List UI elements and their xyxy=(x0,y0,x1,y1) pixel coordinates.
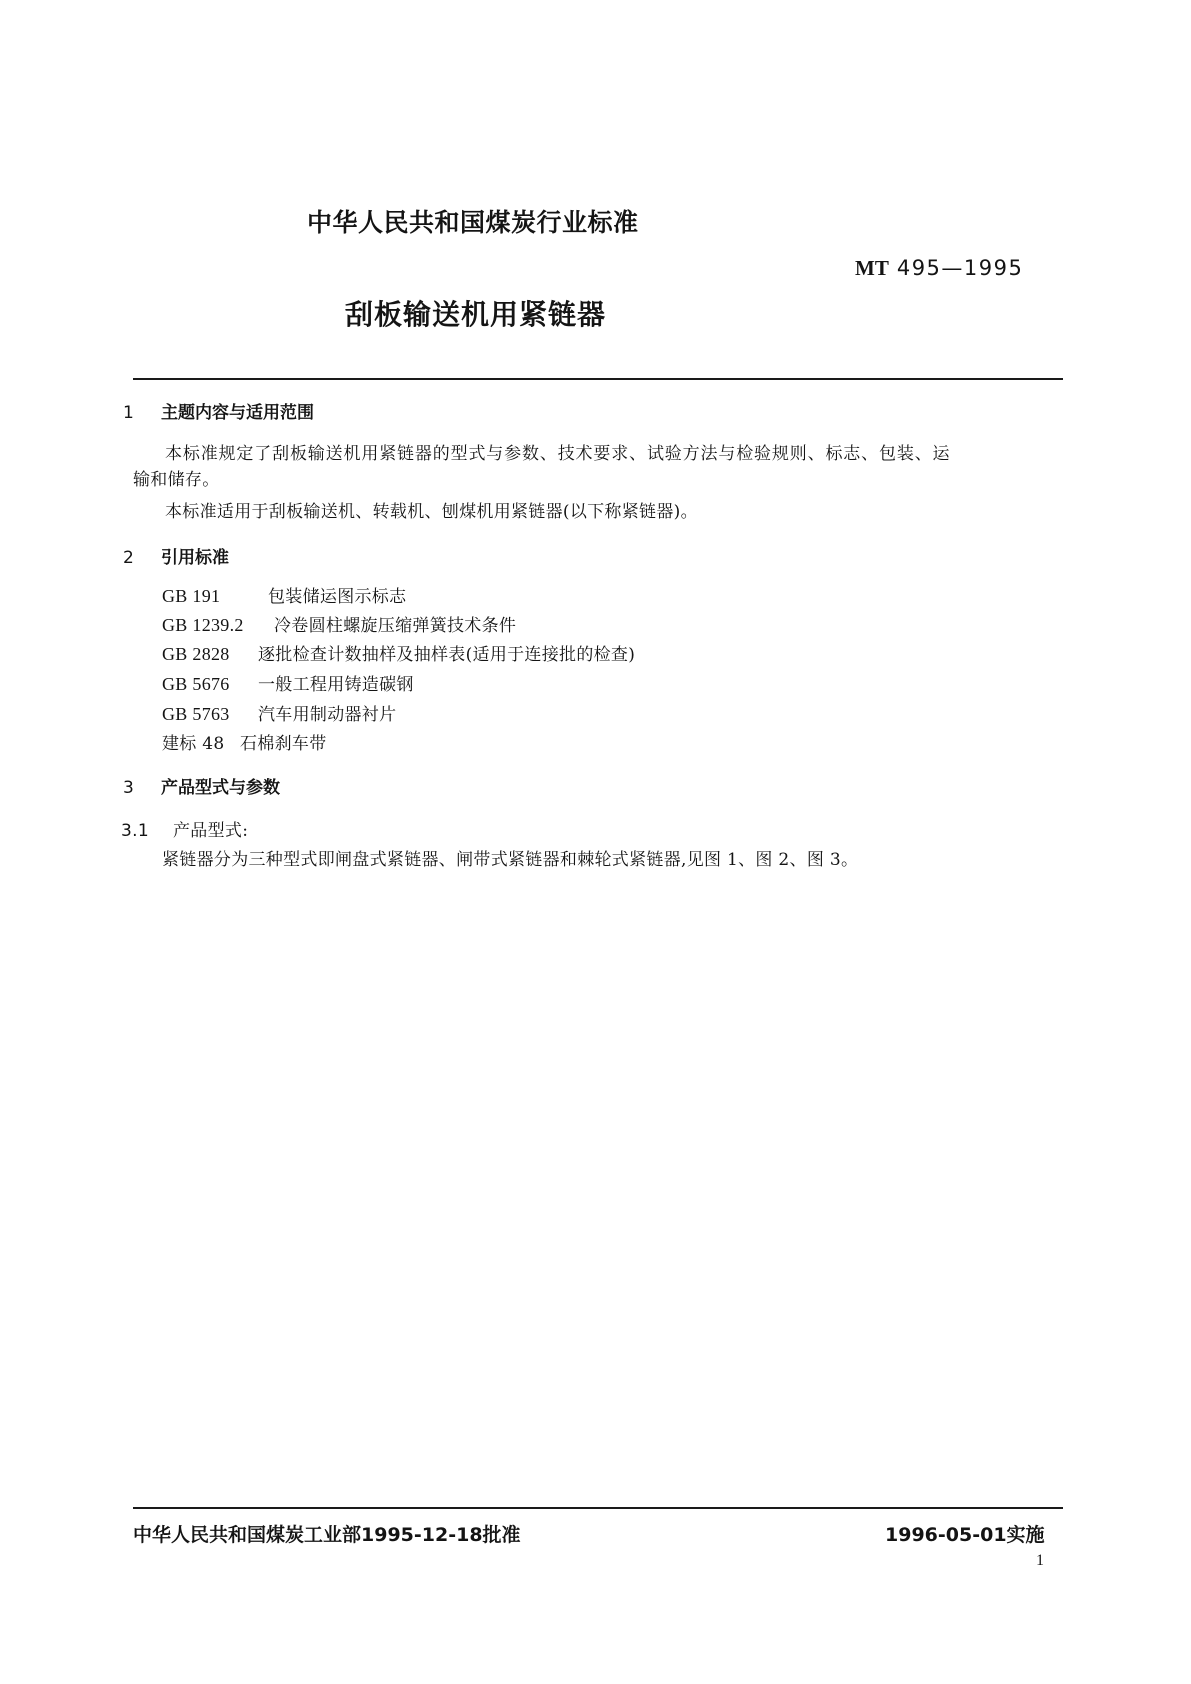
reference-code: 建标 48 xyxy=(162,734,225,754)
standard-number-value: 495—1995 xyxy=(896,256,1024,280)
reference-name: 逐批检查计数抽样及抽样表(适用于连接批的检查) xyxy=(258,645,636,665)
reference-code: GB 191 xyxy=(162,586,221,606)
subsection-3-1-heading xyxy=(121,816,248,841)
section-3-heading xyxy=(123,773,280,798)
reference-code: GB 5763 xyxy=(162,704,230,724)
reference-code: GB 5676 xyxy=(162,674,230,694)
standard-number xyxy=(855,256,1023,281)
section-title: 产品型式与参数 xyxy=(161,778,280,798)
section-number: 1 xyxy=(123,403,134,423)
reference-name: 冷卷圆柱螺旋压缩弹簧技术条件 xyxy=(274,616,517,636)
section-title: 主题内容与适用范围 xyxy=(161,403,314,423)
reference-code: GB 2828 xyxy=(162,644,230,664)
subsection-title: 产品型式: xyxy=(173,821,249,841)
section-1-paragraph-1-continued: 输和储存。 xyxy=(133,470,220,490)
section-1-paragraph-2: 本标准适用于刮板输送机、转载机、刨煤机用紧链器(以下称紧链器)。 xyxy=(165,502,698,522)
footer-divider xyxy=(133,1507,1063,1509)
approval-note: 中华人民共和国煤炭工业部1995-12-18批准 xyxy=(133,1524,521,1546)
reference-name: 包装储运图示标志 xyxy=(268,587,407,607)
reference-name: 汽车用制动器衬片 xyxy=(258,705,397,725)
reference-item xyxy=(162,700,396,725)
section-2-heading xyxy=(123,543,229,568)
reference-item xyxy=(162,729,327,754)
section-title: 引用标准 xyxy=(161,548,229,568)
document-title: 刮板输送机用紧链器 xyxy=(345,298,607,331)
subsection-3-1-text: 紧链器分为三种型式即闸盘式紧链器、闸带式紧链器和棘轮式紧链器,见图 1、图 2、图 3。 xyxy=(162,850,859,870)
section-1-paragraph-1: 本标准规定了刮板输送机用紧链器的型式与参数、技术要求、试验方法与检验规则、标志、包装、运 xyxy=(165,444,951,464)
section-number: 3 xyxy=(123,778,134,798)
reference-name: 石棉刹车带 xyxy=(240,734,327,754)
reference-item xyxy=(162,611,516,636)
reference-item xyxy=(162,582,406,607)
subsection-number: 3.1 xyxy=(121,821,149,841)
header-divider xyxy=(133,378,1063,380)
reference-name: 一般工程用铸造碳钢 xyxy=(258,675,414,695)
section-number: 2 xyxy=(123,548,134,568)
document-category: 中华人民共和国煤炭行业标准 xyxy=(307,208,639,237)
reference-code: GB 1239.2 xyxy=(162,615,244,635)
reference-item xyxy=(162,640,635,665)
standard-prefix: MT xyxy=(855,256,889,280)
section-1-heading xyxy=(123,398,314,423)
page-number: 1 xyxy=(1036,1552,1044,1569)
reference-item xyxy=(162,670,414,695)
effective-date: 1996-05-01实施 xyxy=(885,1524,1045,1546)
